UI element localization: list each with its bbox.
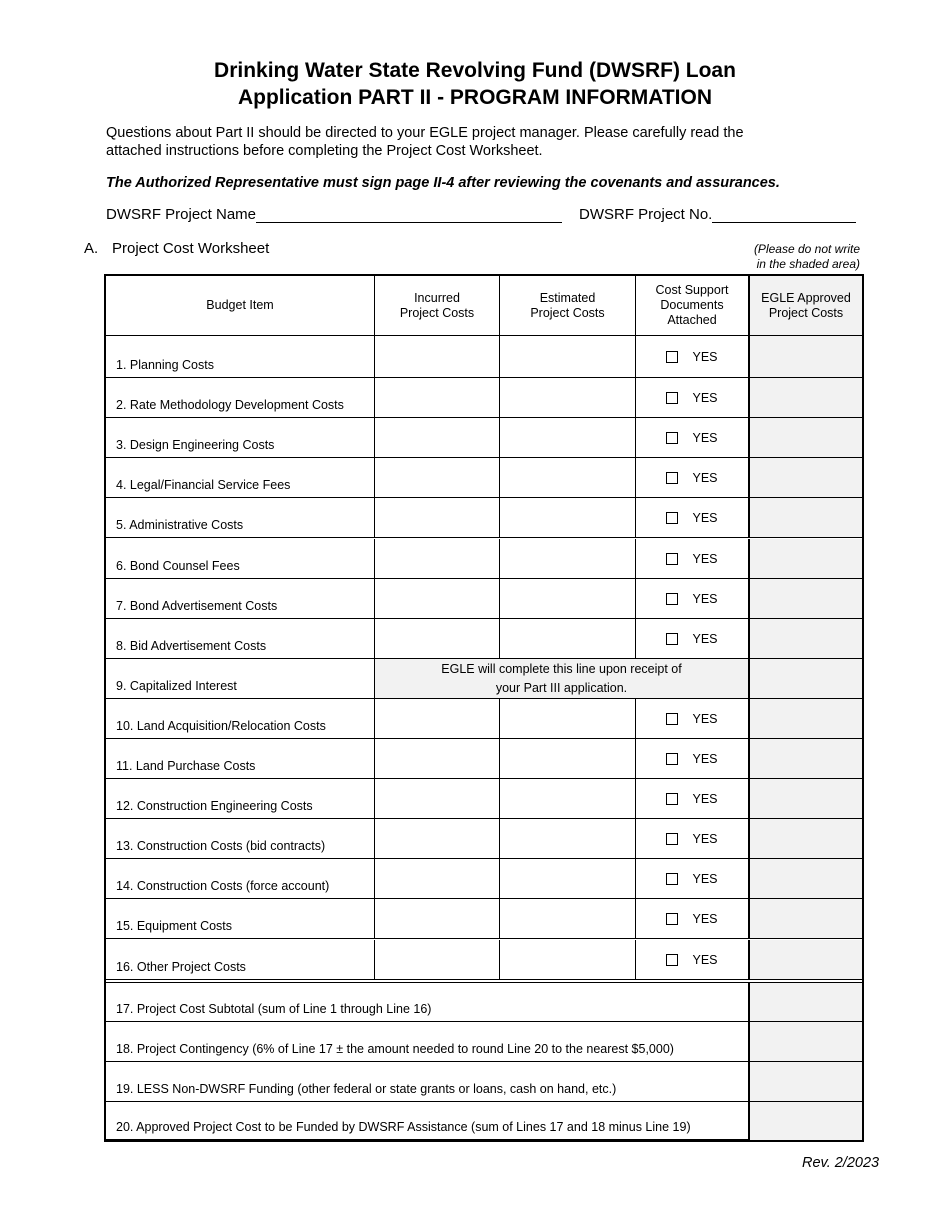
header-egle-approved: EGLE Approved Project Costs	[750, 276, 862, 336]
budget-item-label	[106, 539, 375, 579]
row-label: 6. Bond Counsel Fees	[116, 559, 240, 573]
cost-support-cell	[636, 899, 750, 939]
budget-item-label	[106, 458, 375, 498]
budget-item-label	[106, 579, 375, 619]
cost-support-checkbox[interactable]	[666, 833, 678, 845]
incurred-cost-input[interactable]	[375, 619, 500, 659]
estimated-cost-input[interactable]	[500, 336, 636, 378]
cost-support-checkbox[interactable]	[666, 392, 678, 404]
row-label: 4. Legal/Financial Service Fees	[116, 478, 291, 492]
budget-item-label	[106, 859, 375, 899]
egle-approved-cell	[750, 378, 862, 418]
cost-support-checkbox[interactable]	[666, 593, 678, 605]
budget-item-label	[106, 739, 375, 779]
incurred-cost-input[interactable]	[375, 899, 500, 939]
cost-support-cell	[636, 378, 750, 418]
egle-approved-cell	[750, 940, 862, 980]
budget-item-label	[106, 899, 375, 939]
estimated-cost-input[interactable]	[500, 940, 636, 980]
estimated-cost-input[interactable]	[500, 899, 636, 939]
yes-label: YES	[692, 631, 718, 646]
row-label: 11. Land Purchase Costs	[116, 759, 256, 773]
instructions-line-2: attached instructions before completing the Project Cost Worksheet.	[106, 143, 543, 159]
yes-label: YES	[692, 591, 718, 606]
cost-support-cell	[636, 699, 750, 739]
incurred-cost-input[interactable]	[375, 579, 500, 619]
header-cost-support: Cost Support Documents Attached	[636, 276, 750, 336]
estimated-cost-input[interactable]	[500, 378, 636, 418]
yes-label: YES	[692, 711, 718, 726]
yes-label: YES	[692, 349, 718, 364]
estimated-cost-input[interactable]	[500, 699, 636, 739]
estimated-cost-input[interactable]	[500, 859, 636, 899]
estimated-cost-input[interactable]	[500, 819, 636, 859]
cost-support-cell	[636, 418, 750, 458]
instructions-line-1: Questions about Part II should be directed to your EGLE project manager. Please carefully read the	[106, 125, 744, 141]
section-heading	[84, 240, 269, 257]
incurred-cost-input[interactable]	[375, 859, 500, 899]
cost-support-checkbox[interactable]	[666, 432, 678, 444]
estimated-cost-input[interactable]	[500, 539, 636, 579]
budget-item-label	[106, 498, 375, 538]
incurred-cost-input[interactable]	[375, 779, 500, 819]
cost-support-checkbox[interactable]	[666, 351, 678, 363]
summary-label: 18. Project Contingency (6% of Line 17 ± the amount needed to round Line 20 to the nearest $5,000)	[116, 1042, 674, 1056]
page-title	[0, 57, 950, 111]
cost-support-checkbox[interactable]	[666, 873, 678, 885]
instructions	[106, 124, 826, 160]
yes-label: YES	[692, 831, 718, 846]
egle-approved-cell	[750, 659, 862, 699]
incurred-cost-input[interactable]	[375, 739, 500, 779]
egle-approved-cell	[750, 498, 862, 538]
note-line-1: (Please do not write	[753, 242, 860, 256]
row-label: 16. Other Project Costs	[116, 960, 246, 974]
summary-row-label	[106, 1102, 750, 1140]
egle-approved-cell	[750, 418, 862, 458]
note-line: EGLE will complete this line upon receipt of	[441, 661, 682, 676]
yes-label: YES	[692, 430, 718, 445]
revision-date: Rev. 2/2023	[802, 1155, 880, 1171]
header-budget-item: Budget Item	[106, 276, 375, 336]
estimated-cost-input[interactable]	[500, 498, 636, 538]
cost-support-checkbox[interactable]	[666, 793, 678, 805]
incurred-cost-input[interactable]	[375, 940, 500, 980]
budget-item-label	[106, 819, 375, 859]
summary-label: 20. Approved Project Cost to be Funded by DWSRF Assistance (sum of Lines 17 and 18 minus Line 19)	[116, 1120, 691, 1134]
header-estimated: Estimated Project Costs	[500, 276, 636, 336]
cost-support-cell	[636, 779, 750, 819]
yes-label: YES	[692, 470, 718, 485]
title-line-2: Application PART II - PROGRAM INFORMATION	[237, 86, 713, 109]
signature-warning: The Authorized Representative must sign page II-4 after reviewing the covenants and assurances.	[106, 175, 780, 191]
row-label: 12. Construction Engineering Costs	[116, 799, 313, 813]
egle-approved-cell	[750, 899, 862, 939]
summary-label: 17. Project Cost Subtotal (sum of Line 1 through Line 16)	[116, 1002, 432, 1016]
summary-row-label	[106, 982, 750, 1022]
cost-support-cell	[636, 336, 750, 378]
row-label: 13. Construction Costs (bid contracts)	[116, 839, 326, 853]
cost-support-cell	[636, 859, 750, 899]
row-label: 9. Capitalized Interest	[116, 679, 237, 693]
yes-label: YES	[692, 390, 718, 405]
cost-support-checkbox[interactable]	[666, 633, 678, 645]
row-label: 10. Land Acquisition/Relocation Costs	[116, 719, 326, 733]
project-no-row	[579, 206, 856, 223]
project-no-label: DWSRF Project No.	[579, 206, 713, 223]
yes-label: YES	[692, 952, 718, 967]
yes-label: YES	[692, 551, 718, 566]
yes-label: YES	[692, 791, 718, 806]
estimated-cost-input[interactable]	[500, 418, 636, 458]
project-name-field[interactable]	[256, 206, 562, 223]
egle-approved-cell	[750, 859, 862, 899]
budget-item-label	[106, 940, 375, 980]
summary-approved-cell	[750, 1022, 862, 1062]
row-label: 1. Planning Costs	[116, 358, 214, 372]
egle-approved-cell	[750, 579, 862, 619]
incurred-cost-input[interactable]	[375, 336, 500, 378]
summary-label: 19. LESS Non-DWSRF Funding (other federal or state grants or loans, cash on hand, etc.)	[116, 1082, 617, 1096]
egle-approved-cell	[750, 699, 862, 739]
section-letter: A.	[84, 240, 99, 257]
summary-approved-cell	[750, 1062, 862, 1102]
cost-support-cell	[636, 739, 750, 779]
budget-item-label	[106, 699, 375, 739]
row-label: 8. Bid Advertisement Costs	[116, 639, 267, 653]
incurred-cost-input[interactable]	[375, 378, 500, 418]
cost-support-checkbox[interactable]	[666, 512, 678, 524]
estimated-cost-input[interactable]	[500, 739, 636, 779]
row-label: 3. Design Engineering Costs	[116, 438, 275, 452]
incurred-cost-input[interactable]	[375, 418, 500, 458]
cost-support-cell	[636, 498, 750, 538]
egle-approved-cell	[750, 739, 862, 779]
incurred-cost-input[interactable]	[375, 458, 500, 498]
cost-support-cell	[636, 940, 750, 980]
summary-approved-cell	[750, 1102, 862, 1140]
cost-support-cell	[636, 819, 750, 859]
project-no-field[interactable]	[712, 206, 856, 223]
cost-support-checkbox[interactable]	[666, 472, 678, 484]
estimated-cost-input[interactable]	[500, 458, 636, 498]
cost-support-checkbox[interactable]	[666, 954, 678, 966]
estimated-cost-input[interactable]	[500, 619, 636, 659]
title-line-1: Drinking Water State Revolving Fund (DWSRF) Loan	[214, 59, 736, 82]
cost-support-checkbox[interactable]	[666, 553, 678, 565]
budget-item-label	[106, 418, 375, 458]
yes-label: YES	[692, 871, 718, 886]
egle-approved-cell	[750, 619, 862, 659]
cost-support-checkbox[interactable]	[666, 753, 678, 765]
egle-approved-cell	[750, 539, 862, 579]
note-line-2: in the shaded area)	[756, 257, 860, 271]
row-label: 15. Equipment Costs	[116, 919, 233, 933]
summary-row-label	[106, 1062, 750, 1102]
project-cost-worksheet	[104, 274, 864, 1142]
estimated-cost-input[interactable]	[500, 579, 636, 619]
budget-item-label	[106, 779, 375, 819]
section-title: Project Cost Worksheet	[112, 240, 270, 257]
header-incurred: Incurred Project Costs	[375, 276, 500, 336]
note-line: your Part III application.	[495, 680, 628, 695]
budget-item-label	[106, 336, 375, 378]
incurred-cost-input[interactable]	[375, 699, 500, 739]
cost-support-cell	[636, 619, 750, 659]
cost-support-checkbox[interactable]	[666, 913, 678, 925]
budget-item-label	[106, 378, 375, 418]
egle-approved-cell	[750, 779, 862, 819]
incurred-cost-input[interactable]	[375, 498, 500, 538]
egle-approved-cell	[750, 336, 862, 378]
row-label: 2. Rate Methodology Development Costs	[116, 398, 344, 412]
incurred-cost-input[interactable]	[375, 819, 500, 859]
yes-label: YES	[692, 911, 718, 926]
yes-label: YES	[692, 510, 718, 525]
incurred-cost-input[interactable]	[375, 539, 500, 579]
project-name-label: DWSRF Project Name	[106, 206, 257, 223]
budget-item-label	[106, 659, 375, 699]
row-label: 5. Administrative Costs	[116, 518, 244, 532]
project-name-row	[106, 206, 562, 223]
row-label: 14. Construction Costs (force account)	[116, 879, 330, 893]
capitalized-interest-note	[375, 659, 750, 699]
egle-approved-cell	[750, 458, 862, 498]
cost-support-cell	[636, 579, 750, 619]
yes-label: YES	[692, 751, 718, 766]
egle-approved-cell	[750, 819, 862, 859]
summary-approved-cell	[750, 982, 862, 1022]
cost-support-cell	[636, 458, 750, 498]
cost-support-checkbox[interactable]	[666, 713, 678, 725]
estimated-cost-input[interactable]	[500, 779, 636, 819]
summary-row-label	[106, 1022, 750, 1062]
budget-item-label	[106, 619, 375, 659]
cost-support-cell	[636, 539, 750, 579]
row-label: 7. Bond Advertisement Costs	[116, 599, 278, 613]
shaded-area-note	[720, 242, 860, 272]
